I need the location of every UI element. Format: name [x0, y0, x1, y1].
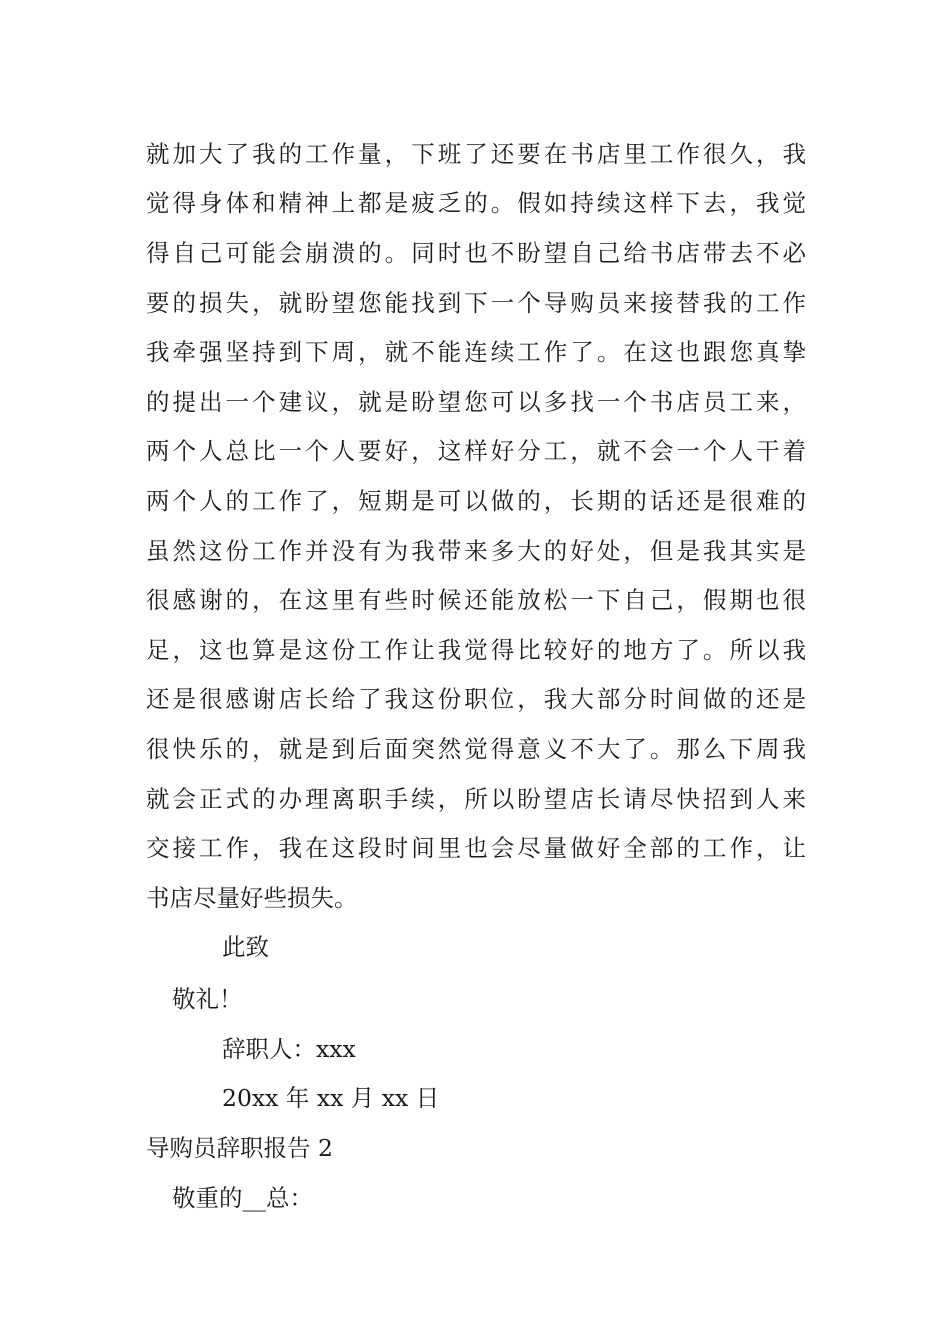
section-title: 导购员辞职报告 2	[146, 1134, 333, 1162]
body-line: 还是很感谢店长给了我这份职位，我大部分时间做的还是	[146, 685, 806, 713]
body-line: 虽然这份工作并没有为我带来多大的好处，但是我其实是	[146, 537, 806, 565]
body-line: 两个人的工作了，短期是可以做的，长期的话还是很难的	[146, 487, 806, 515]
body-line: 觉得身体和精神上都是疲乏的。假如持续这样下去，我觉	[146, 189, 806, 217]
body-line: 交接工作，我在这段时间里也会尽量做好全部的工作，让	[146, 834, 806, 862]
body-line: 很快乐的，就是到后面突然觉得意义不大了。那么下周我	[146, 735, 806, 763]
body-line: 要的损失，就盼望您能找到下一个导购员来接替我的工作	[146, 289, 806, 317]
body-line: 两个人总比一个人要好，这样好分工，就不会一个人干着	[146, 437, 806, 465]
body-line: 很感谢的，在这里有些时候还能放松一下自己，假期也很	[146, 586, 806, 614]
date-line: 20xx 年 xx 月 xx 日	[222, 1084, 440, 1112]
body-line: 足，这也算是这份工作让我觉得比较好的地方了。所以我	[146, 636, 806, 664]
body-line: 的提出一个建议，就是盼望您可以多找一个书店员工来，	[146, 388, 806, 416]
body-line: 我牵强坚持到下周，就不能连续工作了。在这也跟您真挚	[146, 338, 806, 366]
body-line: 得自己可能会崩溃的。同时也不盼望自己给书店带去不必	[146, 239, 806, 267]
body-line: 就会正式的办理离职手续，所以盼望店长请尽快招到人来	[146, 785, 806, 813]
greeting-line: 敬重的__总：	[172, 1184, 313, 1212]
signer-line: 辞职人：xxx	[222, 1035, 356, 1063]
body-line: 书店尽量好些损失。	[146, 884, 358, 912]
closing-salutation: 此致	[222, 933, 269, 961]
body-line: 就加大了我的工作量，下班了还要在书店里工作很久，我	[146, 140, 806, 168]
closing-regards: 敬礼！	[172, 985, 243, 1013]
